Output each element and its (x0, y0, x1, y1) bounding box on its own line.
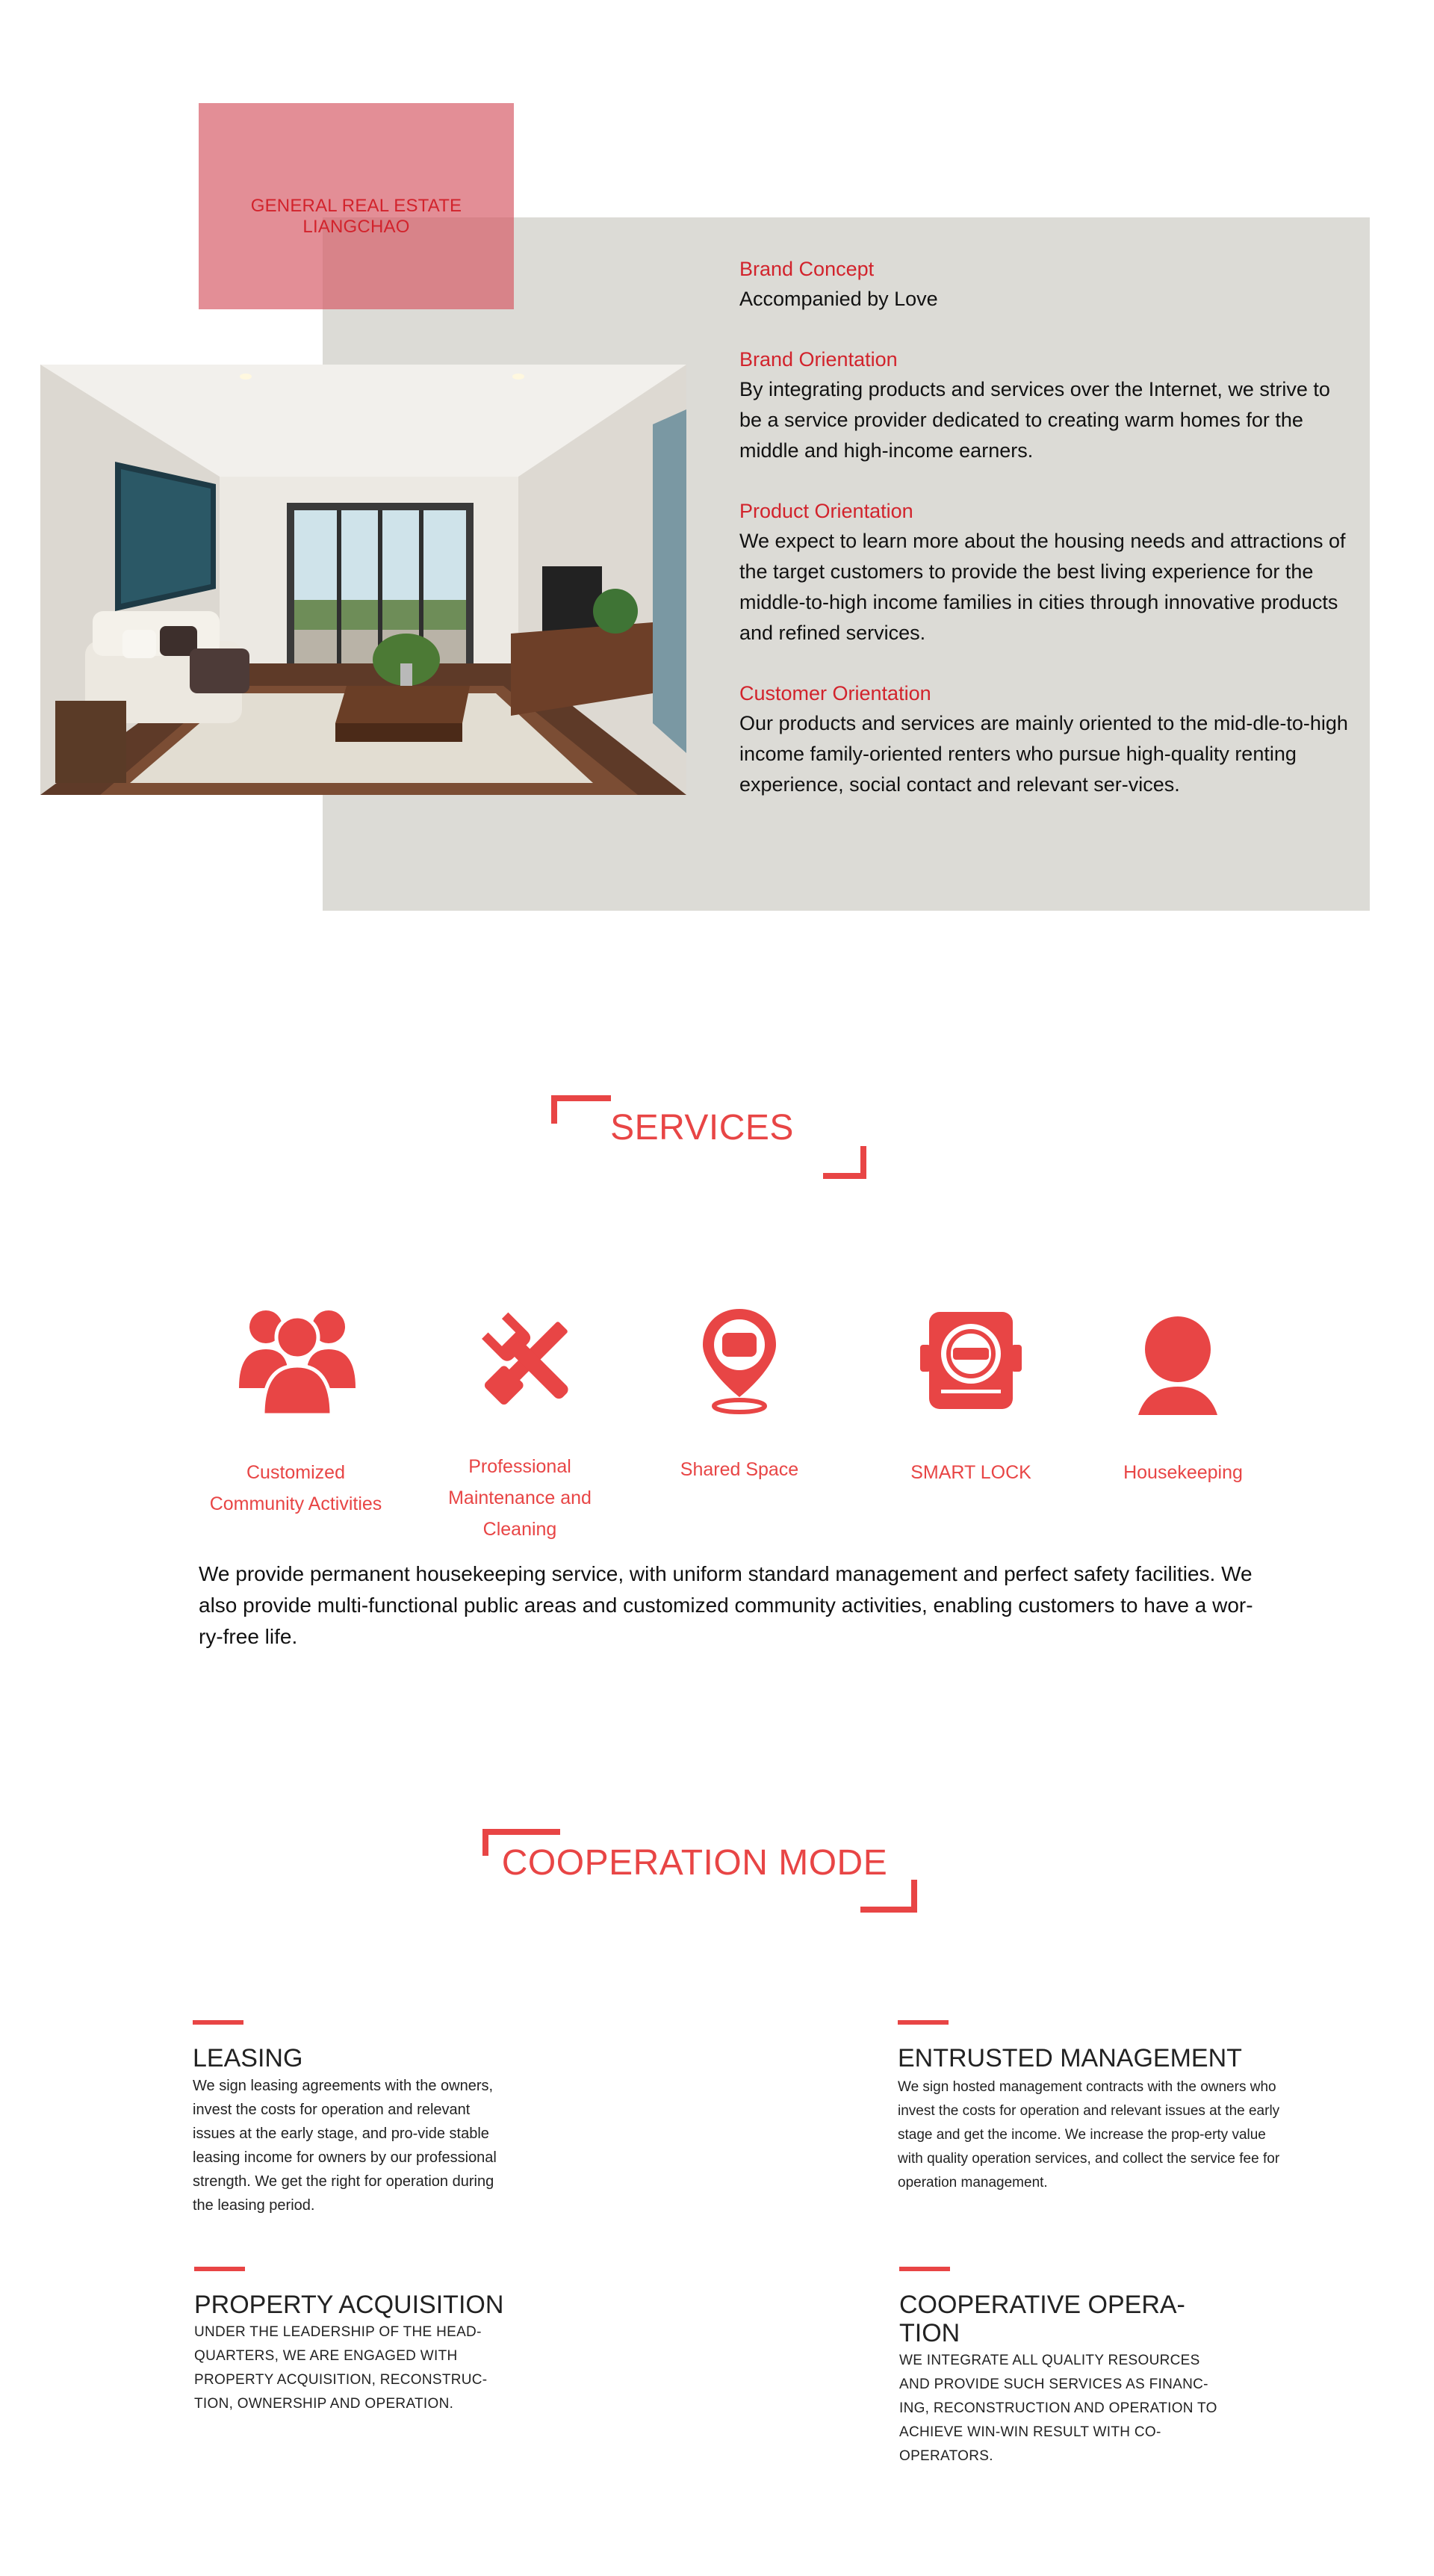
location-pin-icon (698, 1306, 780, 1419)
service-label-smart-lock: SMART LOCK (910, 1462, 1031, 1483)
brand-orientation-heading: Brand Orientation (739, 348, 898, 371)
cooperation-bracket-bottom-right (860, 1880, 917, 1913)
services-description: We provide permanent housekeeping service, with uniform standard management and perfect safety facilities. We also provide multi-functional public areas and customized community activities, enabling customers to have a wor-ry-free life. (199, 1562, 1253, 1648)
brand-badge-text: GENERAL REAL ESTATE LIANGCHAO (250, 196, 462, 237)
entrusted-accent-bar (898, 2020, 949, 2025)
brand-orientation-body: By integrating products and services over the Internet, we strive to be a service provider dedicated to creating warm homes for the middle and high-income earners. (739, 378, 1330, 462)
leasing-body: We sign leasing agreements with the owners, invest the costs for operation and relevant issues at the early stage, and pro-vide stable leasing income for owners by our professional strength. We get the right for operation during the leasing period. (193, 2078, 497, 2214)
leasing-accent-bar (193, 2020, 243, 2025)
entrusted-management-title: ENTRUSTED MANAGEMENT (898, 2044, 1242, 2072)
cooperation-title: COOPERATION MODE (501, 1843, 888, 1883)
service-label-housekeeping: Housekeeping (1123, 1462, 1243, 1483)
services-title: SERVICES (610, 1108, 794, 1148)
customer-orientation-heading: Customer Orientation (739, 682, 931, 705)
brand-block-concept (739, 254, 1352, 315)
people-group-icon (238, 1306, 357, 1419)
cooperative-operation-title: COOPERATIVE OPERA-TION (899, 2291, 1185, 2347)
smart-lock-icon (919, 1306, 1023, 1419)
product-orientation-body: We expect to learn more about the housing needs and attractions of the target customers to provide the best living experience for the middle-to-high income families in cities through innovative products and refined services. (739, 530, 1346, 644)
brand-block-product (739, 496, 1352, 648)
services-bracket-bottom-right (823, 1146, 866, 1179)
wrench-screwdriver-icon (477, 1306, 581, 1419)
product-orientation-heading: Product Orientation (739, 500, 913, 522)
brand-concept-heading: Brand Concept (739, 258, 875, 280)
property-acquisition-body: UNDER THE LEADERSHIP OF THE HEAD-QUARTERS, WE ARE ENGAGED WITH PROPERTY ACQUISITION, RECONSTRUC-TION, OWNERSHIP AND OPERATION. (194, 2324, 488, 2412)
entrusted-management-body: We sign hosted management contracts with the owners who invest the costs for operation and relevant issues at the early stage and get the income. We increase the prop-erty value with quality operation services, and collect the service fee for operation management. (898, 2079, 1280, 2190)
brand-block-customer (739, 678, 1352, 800)
brand-concept-body: Accompanied by Love (739, 288, 938, 310)
cooperative-accent-bar (899, 2267, 950, 2271)
service-label-maintenance: Professional Maintenance and Cleaning (448, 1456, 592, 1540)
service-label-shared-space: Shared Space (680, 1459, 799, 1480)
customer-orientation-body: Our products and services are mainly oriented to the mid-dle-to-high income family-oriented renters who pursue high-quality renting experience, social contact and relevant ser-vices. (739, 712, 1348, 796)
property-acquisition-title: PROPERTY ACQUISITION (194, 2291, 504, 2319)
service-label-community: Customized Community Activities (209, 1462, 382, 1514)
leasing-title: LEASING (193, 2044, 303, 2072)
brand-block-orientation (739, 344, 1352, 466)
cooperative-operation-body: WE INTEGRATE ALL QUALITY RESOURCES AND PROVIDE SUCH SERVICES AS FINANC-ING, RECONSTRUCTION AND OPERATION TO ACHIEVE WIN-WIN RESULT WITH CO-OPERATORS. (899, 2353, 1217, 2464)
person-icon (1137, 1313, 1219, 1419)
brand-text-column (739, 254, 1352, 830)
living-room-photo (40, 365, 686, 795)
acquisition-accent-bar (194, 2267, 245, 2271)
